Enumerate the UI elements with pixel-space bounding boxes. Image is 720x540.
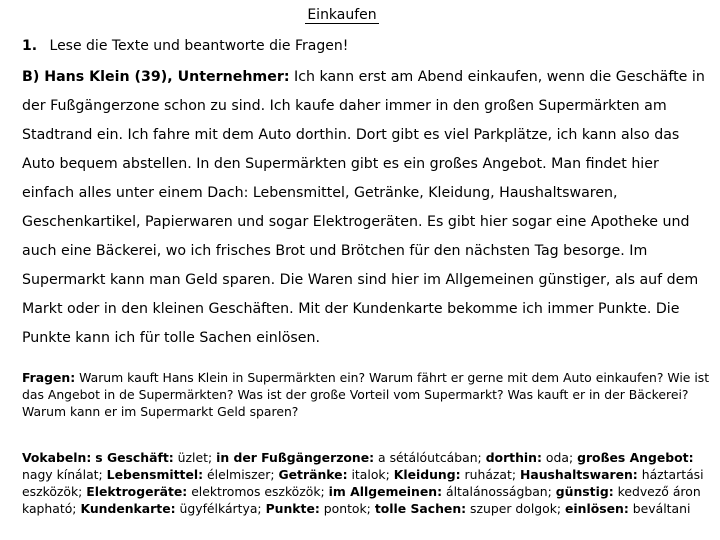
- vocabulary-meaning: szuper dolgok;: [470, 501, 562, 516]
- vocabulary-term: Kleidung:: [393, 467, 461, 482]
- vocabulary-entry: [95, 450, 212, 465]
- vocabulary-entry: [329, 484, 552, 499]
- page-title-text: Einkaufen: [307, 7, 377, 23]
- vocabulary-entry: [216, 450, 482, 465]
- vocabulary-meaning: elektromos eszközök;: [191, 484, 325, 499]
- vocabulary-entry: [86, 484, 324, 499]
- vocabulary-label: Vokabeln:: [22, 450, 92, 465]
- questions-label: Fragen:: [22, 370, 76, 385]
- vocabulary-meaning: üzlet;: [177, 450, 213, 465]
- vocabulary-meaning: a sétálóutcában;: [378, 450, 482, 465]
- vocabulary-entry: [266, 501, 371, 516]
- vocabulary-entry: [486, 450, 573, 465]
- vocabulary-block: [22, 449, 712, 517]
- questions-text: Warum kauft Hans Klein in Supermärkten ein? Warum fährt er gerne mit dem Auto einkaufen? Wie ist das Angebot in de Supermärkten? Was ist der große Vorteil vom Supermarkt? Was kauft er in der Bäckerei? Warum kann er im Supermarkt Geld sparen?: [22, 370, 710, 419]
- vocabulary-term: in der Fußgängerzone:: [216, 450, 375, 465]
- vocabulary-entry: [565, 501, 690, 516]
- vocabulary-term: großes Angebot:: [577, 450, 694, 465]
- vocabulary-meaning: italok;: [351, 467, 390, 482]
- vocabulary-entry: [394, 467, 516, 482]
- vocabulary-term: Lebensmittel:: [106, 467, 204, 482]
- page-title: [0, 6, 684, 24]
- vocabulary-term: Punkte:: [265, 501, 320, 516]
- vocabulary-meaning: oda;: [545, 450, 574, 465]
- task-number: 1.: [22, 38, 38, 54]
- vocabulary-term: tolle Sachen:: [374, 501, 467, 516]
- vocabulary-term: s Geschäft:: [95, 450, 174, 465]
- vocabulary-term: Haushaltswaren:: [520, 467, 638, 482]
- questions-block: [22, 369, 712, 420]
- vocabulary-entry: [80, 501, 261, 516]
- task-instruction: [22, 37, 348, 55]
- vocabulary-entry: [278, 467, 389, 482]
- task-text: Lese die Texte und beantworte die Fragen!: [49, 38, 349, 54]
- vocabulary-term: dorthin:: [485, 450, 542, 465]
- vocabulary-meaning: háztartási eszközök;: [22, 467, 704, 499]
- vocabulary-meaning: nagy kínálat;: [22, 467, 103, 482]
- vocabulary-term: günstig:: [555, 484, 614, 499]
- vocabulary-meaning: élelmiszer;: [207, 467, 275, 482]
- vocabulary-meaning: ügyfélkártya;: [179, 501, 262, 516]
- vocabulary-term: einlösen:: [565, 501, 629, 516]
- vocabulary-term: im Allgemeinen:: [328, 484, 443, 499]
- speaker-label: B) Hans Klein (39), Unternehmer:: [22, 69, 290, 85]
- vocabulary-term: Kundenkarte:: [80, 501, 176, 516]
- reading-text: [22, 63, 712, 353]
- vocabulary-meaning: ruházat;: [464, 467, 517, 482]
- vocabulary-meaning: általánosságban;: [446, 484, 552, 499]
- vocabulary-entry: [375, 501, 561, 516]
- vocabulary-meaning: beváltani: [632, 501, 691, 516]
- reading-text-body: Ich kann erst am Abend einkaufen, wenn die Geschäfte in der Fußgängerzone schon zu sind. Ich kaufe daher immer in den großen Supermärkten am Stadtrand ein. Ich fahre mit dem Auto dorthin. Dort gibt es viel Parkplätze, ich kann also das Auto bequem abstellen. In den Supermärkten gibt es ein großes Angebot. Man findet hier einfach alles unter einem Dach: Lebensmittel, Getränke, Kleidung, Haushaltswaren, Geschenkartikel, Papierwaren und sogar Elektrogeräten. Es gibt hier sogar eine Apotheke und auch eine Bäckerei, wo ich frisches Brot und Brötchen für den nächsten Tag besorge. Im Supermarkt kann man Geld sparen. Die Waren sind hier im Allgemeinen günstiger, als auf dem Markt oder in den kleinen Geschäften. Mit der Kundenkarte bekomme ich immer Punkte. Die Punkte kann ich für tolle Sachen einlösen.: [22, 69, 705, 346]
- vocabulary-term: Elektrogeräte:: [86, 484, 188, 499]
- vocabulary-meaning: kedvező áron kapható;: [22, 484, 701, 516]
- vocabulary-term: Getränke:: [278, 467, 348, 482]
- vocabulary-list: [22, 450, 704, 516]
- vocabulary-meaning: pontok;: [323, 501, 371, 516]
- vocabulary-entry: [107, 467, 275, 482]
